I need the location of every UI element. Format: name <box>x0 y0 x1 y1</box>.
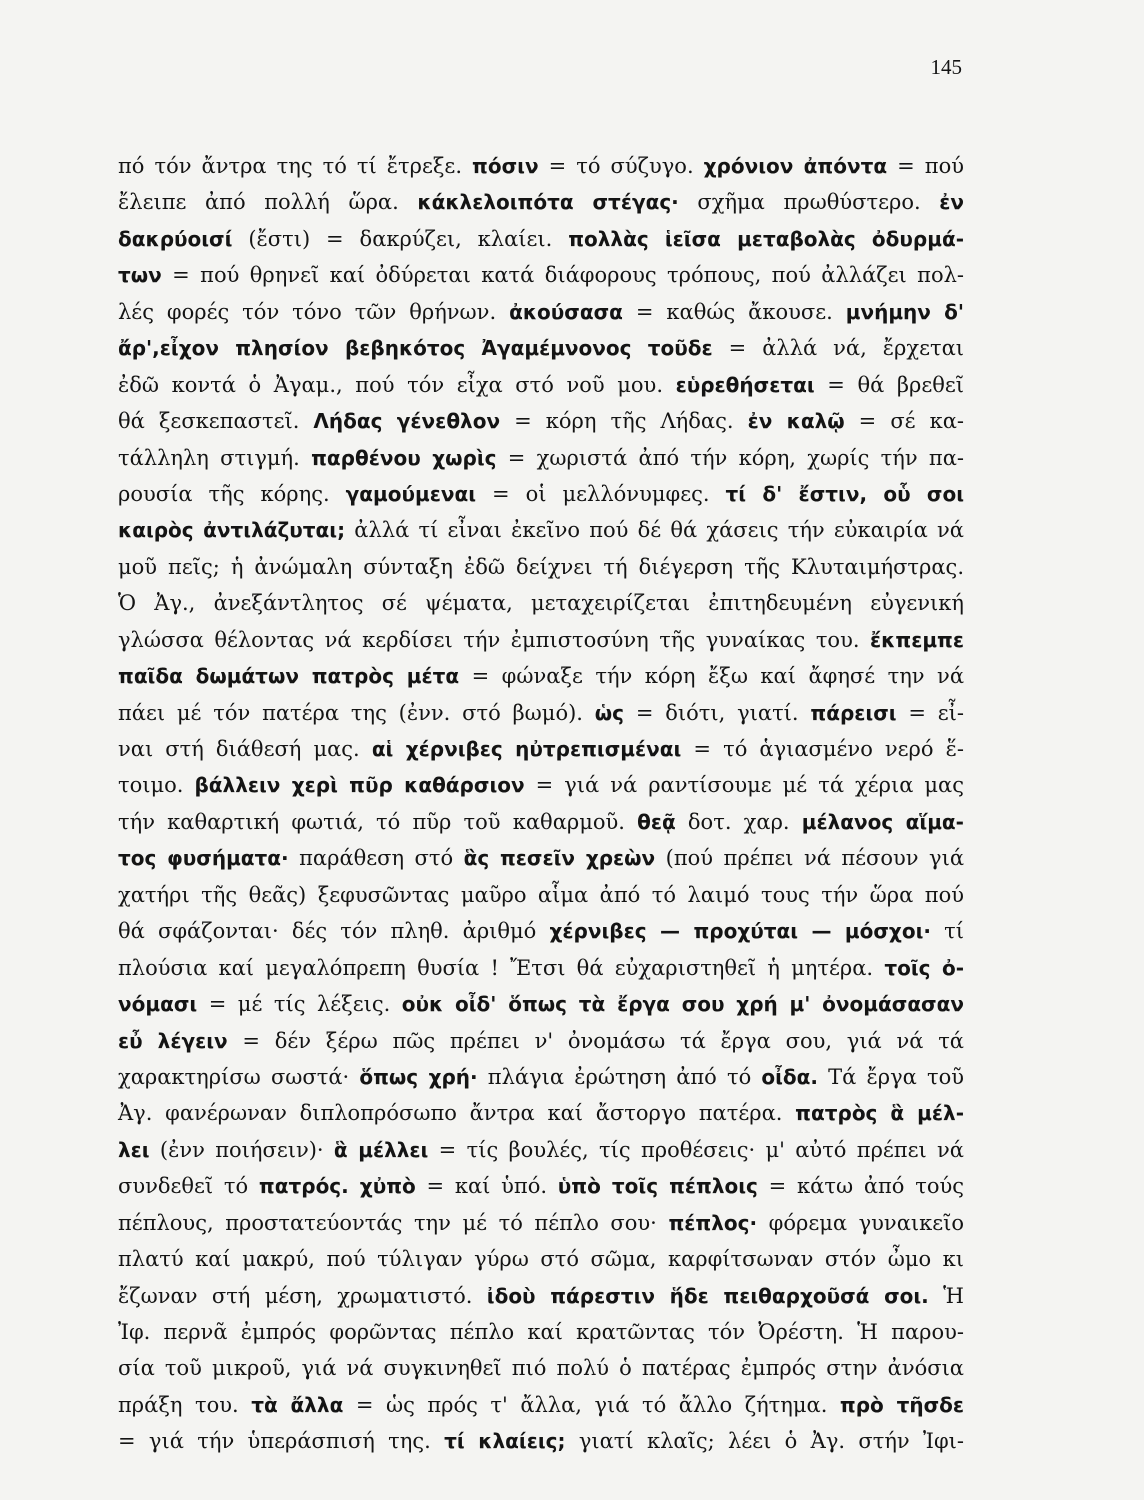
lemma-term: ὡς <box>594 700 625 725</box>
lemma-term: τος φυσήματα· <box>118 846 289 871</box>
gloss-text: Ὁ Ἀγ., ἀνεξάντλητος σέ ψέματα, μεταχειρίζεται ἐπιτηδευμένη εὐγενική <box>118 591 964 616</box>
gloss-text: = πού θρηνεῖ καί ὀδύρεται κατά διάφορους τρόπους, πού ἀλλάζει πολ- <box>161 263 964 288</box>
gloss-text: = πού <box>887 154 964 178</box>
gloss-text: Ἰφ. περνᾶ ἐμπρός φορῶντας πέπλο καί κρατῶντας τόν Ὀρέστη. Ἡ παρου- <box>118 1320 964 1344</box>
gloss-text: πλατύ καί μακρύ, πού τύλιγαν γύρω στό σῶμα, καρφίτσωναν στόν ὦμο κι <box>118 1247 964 1272</box>
lemma-term: αἱ χέρνιβες ηὐτρεπισμέναι <box>371 737 682 761</box>
lemma-term: παῖδα δωμάτων πατρὸς μέτα <box>118 664 460 689</box>
text-line <box>118 440 964 476</box>
text-line <box>118 767 964 803</box>
lemma-term: ἐν καλῷ <box>747 409 845 434</box>
lemma-term: πέπλος· <box>668 1210 758 1235</box>
text-line <box>118 1241 964 1277</box>
lemma-term: δακρύοισί <box>118 226 233 251</box>
gloss-text: = κόρη τῆς Λήδας. <box>500 409 748 434</box>
text-line <box>118 877 964 913</box>
text-line <box>118 294 964 330</box>
lemma-term: ὅπως χρή· <box>359 1064 478 1089</box>
text-line <box>118 549 964 585</box>
lemma-term: πολλὰς ἱεῖσα μεταβολὰς ὀδυρμά- <box>568 226 964 251</box>
lemma-term: χρόνιον ἀπόντα <box>703 154 888 178</box>
lemma-term: ἀκούσασα <box>509 299 623 324</box>
lemma-term: οἶδα. <box>761 1064 818 1089</box>
gloss-text: τί <box>930 919 964 944</box>
gloss-text: = διότι, γιατί. <box>624 700 811 725</box>
text-line <box>118 1314 964 1350</box>
gloss-text: Ἡ <box>928 1283 964 1308</box>
lemma-term: κάκλελοιπότα στέγας· <box>417 190 679 215</box>
gloss-text: = γιά νά ραντίσουμε μέ τά χέρια μας <box>524 773 964 798</box>
gloss-text: = ὡς πρός τ' ἄλλα, γιά τό ἄλλο ζήτημα. <box>343 1392 840 1417</box>
gloss-text: πλούσια καί μεγαλόπρεπη θυσία ! Ἔτσι θά εὐχαριστηθεῖ ἡ μητέρα. <box>118 955 885 980</box>
lemma-term: Λήδας γένεθλον <box>313 409 501 434</box>
gloss-text: φόρεμα γυναικεῖο <box>757 1210 964 1235</box>
gloss-text: ἀλλά τί εἶναι ἐκεῖνο πού δέ θά χάσεις τήν εὐκαιρία νά <box>345 518 964 543</box>
gloss-text: πράξη του. <box>118 1392 252 1417</box>
lemma-term: βάλλειν χερὶ πῦρ καθάρσιον <box>194 773 525 798</box>
text-line <box>118 840 964 876</box>
text-line <box>118 1059 964 1095</box>
text-line <box>118 221 964 257</box>
gloss-text: πό τόν ἄντρα της τό τί ἔτρεξε. <box>118 154 473 178</box>
gloss-text: = τό σύζυγο. <box>538 154 704 178</box>
gloss-text: τάλληλη στιγμή. <box>118 445 312 470</box>
text-line <box>118 1168 964 1204</box>
text-line <box>118 658 964 694</box>
lemma-term: πάρεισι <box>810 700 897 725</box>
gloss-text: = μέ τίς λέξεις. <box>197 992 402 1017</box>
text-line <box>118 950 964 986</box>
text-line <box>118 695 964 731</box>
lemma-term: ἔκπεμπε <box>870 627 964 652</box>
commentary-text <box>118 148 964 1460</box>
gloss-text: ρουσία τῆς κόρης. <box>118 481 346 506</box>
lemma-term: τί δ' ἔστιν, οὗ σοι <box>725 481 965 506</box>
lemma-term: νόμασι <box>118 992 198 1017</box>
lemma-term: οὐκ οἶδ' ὅπως τὰ ἔργα σου χρή μ' ὀνομάσασαν <box>401 992 964 1017</box>
gloss-text: = οἱ μελλόνυμφες. <box>476 481 726 506</box>
gloss-text: χαρακτηρίσω σωστά· <box>118 1064 360 1089</box>
lemma-term: τοῖς ὀ- <box>884 955 965 980</box>
lemma-term: ὑπὸ τοῖς πέπλοις <box>557 1174 758 1199</box>
text-line <box>118 1350 964 1386</box>
lemma-term: πατρός. χὐπὸ <box>258 1174 416 1199</box>
lemma-term: πρὸ τῆσδε <box>839 1392 965 1417</box>
lemma-term: μέλανος αἵμα- <box>801 809 964 834</box>
gloss-text: (ἐνν ποιήσειν)· <box>149 1137 334 1162</box>
lemma-term: εὖ λέγειν <box>118 1028 228 1053</box>
text-line <box>118 476 964 512</box>
gloss-text: = καί ὑπό. <box>415 1174 558 1199</box>
gloss-text: ἔζωναν στή μέση, χρωματιστό. <box>118 1283 487 1308</box>
text-line <box>118 257 964 293</box>
lemma-term: χέρνιβες — προχύται — μόσχοι· <box>549 919 931 944</box>
text-line <box>118 184 964 220</box>
lemma-term: θεᾷ <box>637 809 676 834</box>
gloss-text: = εἶ- <box>896 700 964 725</box>
page-number: 145 <box>930 55 962 79</box>
gloss-text: = ἀλλά νά, ἔρχεται <box>712 336 965 361</box>
lemma-term: των <box>118 263 162 288</box>
gloss-text: (ἔστι) = δακρύζει, κλαίει. <box>232 226 569 251</box>
text-line <box>118 330 964 366</box>
lemma-term: ἃ μέλλει <box>333 1137 429 1162</box>
text-line <box>118 403 964 439</box>
text-line <box>118 804 964 840</box>
gloss-text: = καθώς ἄκουσε. <box>622 299 846 324</box>
gloss-text: πέπλους, προστατεύοντάς την μέ τό πέπλο σου· <box>118 1210 669 1235</box>
gloss-text: χατήρι τῆς θεᾶς) ξεφυσῶντας μαῦρο αἷμα ἀπό τό λαιμό τους τήν ὥρα πού <box>118 882 964 907</box>
lemma-term: γαμούμεναι <box>345 481 476 506</box>
lemma-term: τί κλαίεις; <box>444 1429 566 1454</box>
lemma-term: πατρὸς ἃ μέλ- <box>795 1101 964 1126</box>
lemma-term: εὑρεθήσεται <box>675 372 815 397</box>
lemma-term: ἄρ',εἶχον πλησίον βεβηκότος Ἀγαμέμνονος τοῦδε <box>118 336 713 361</box>
text-line <box>118 1423 964 1459</box>
lemma-term: παρθένου χωρὶς <box>311 445 497 470</box>
gloss-text: = θά βρεθεῖ <box>814 372 964 397</box>
gloss-text: ναι στή διάθεσή μας. <box>118 737 372 761</box>
gloss-text: = κάτω ἀπό τούς <box>757 1174 964 1199</box>
lemma-term: μνήμην δ' <box>845 299 964 324</box>
gloss-text: σχῆμα πρωθύστερο. <box>678 190 940 215</box>
text-line <box>118 1095 964 1131</box>
gloss-text: = φώναξε τήν κόρη ἔξω καί ἄφησέ την νά <box>459 664 964 689</box>
gloss-text: = τό ἁγιασμένο νερό ἕ- <box>681 737 964 761</box>
gloss-text: = τίς βουλές, τίς προθέσεις· μ' αὐτό πρέπει νά <box>428 1137 964 1162</box>
gloss-text: ἔλειπε ἀπό πολλή ὥρα. <box>118 190 418 215</box>
gloss-text: = γιά τήν ὑπεράσπισή της. <box>118 1429 445 1454</box>
gloss-text: δοτ. χαρ. <box>675 809 802 834</box>
gloss-text: = σέ κα- <box>844 409 964 434</box>
gloss-text: = δέν ξέρω πῶς πρέπει ν' ὀνομάσω τά ἔργα σου, γιά νά τά <box>227 1028 964 1053</box>
gloss-text: θά σφάζονται· δές τόν πληθ. ἀριθμό <box>118 919 550 944</box>
gloss-text: συνδεθεῖ τό <box>118 1174 259 1199</box>
gloss-text: τήν καθαρτική φωτιά, τό πῦρ τοῦ καθαρμοῦ. <box>118 809 638 834</box>
gloss-text: τοιμο. <box>118 773 195 798</box>
gloss-text: μοῦ πεῖς; ἡ ἀνώμαλη σύνταξη ἐδῶ δείχνει τή διέγερση τῆς Κλυταιμήστρας. <box>118 554 964 579</box>
lemma-term: τὰ ἄλλα <box>251 1392 344 1417</box>
text-line <box>118 1205 964 1241</box>
lemma-term: πόσιν <box>472 154 539 178</box>
gloss-text: Τά ἔργα τοῦ <box>818 1064 964 1089</box>
gloss-text: = χωριστά ἀπό τήν κόρη, χωρίς τήν πα- <box>496 445 964 470</box>
lemma-term: καιρὸς ἀντιλάζυται; <box>118 518 346 543</box>
text-line <box>118 1387 964 1423</box>
text-line <box>118 512 964 548</box>
text-line <box>118 986 964 1022</box>
lemma-term: ἐν <box>939 190 965 215</box>
lemma-term: ἰδοὺ πάρεστιν ἥδε πειθαρχοῦσά σοι. <box>486 1283 929 1308</box>
gloss-text: πάει μέ τόν πατέρα της (ἐνν. στό βωμό). <box>118 700 595 725</box>
text-line <box>118 585 964 621</box>
text-line <box>118 148 964 184</box>
text-line <box>118 913 964 949</box>
gloss-text: σία τοῦ μικροῦ, γιά νά συγκινηθεῖ πιό πολύ ὁ πατέρας ἐμπρός στην ἀνόσια <box>118 1356 964 1381</box>
text-line <box>118 622 964 658</box>
text-line <box>118 1132 964 1168</box>
gloss-text: θά ξεσκεπαστεῖ. <box>118 409 314 434</box>
text-line <box>118 1023 964 1059</box>
gloss-text: (πού πρέπει νά πέσουν γιά <box>655 846 964 871</box>
text-line <box>118 731 964 767</box>
gloss-text: Ἀγ. φανέρωναν διπλοπρόσωπο ἄντρα καί ἄστοργο πατέρα. <box>118 1101 796 1126</box>
lemma-term: ἃς πεσεῖν χρεὼν <box>463 846 656 871</box>
gloss-text: λές φορές τόν τόνο τῶν θρήνων. <box>118 299 510 324</box>
gloss-text: γλώσσα θέλοντας νά κερδίσει τήν ἐμπιστοσύνη τῆς γυναίκας του. <box>118 627 871 652</box>
gloss-text: ἐδῶ κοντά ὁ Ἀγαμ., πού τόν εἶχα στό νοῦ μου. <box>118 372 676 397</box>
text-line <box>118 1278 964 1314</box>
gloss-text: παράθεση στό <box>288 846 464 871</box>
text-line <box>118 367 964 403</box>
gloss-text: γιατί κλαῖς; λέει ὁ Ἀγ. στήν Ἰφι- <box>565 1429 964 1454</box>
gloss-text: πλάγια ἐρώτηση ἀπό τό <box>477 1064 762 1089</box>
lemma-term: λει <box>118 1137 150 1162</box>
